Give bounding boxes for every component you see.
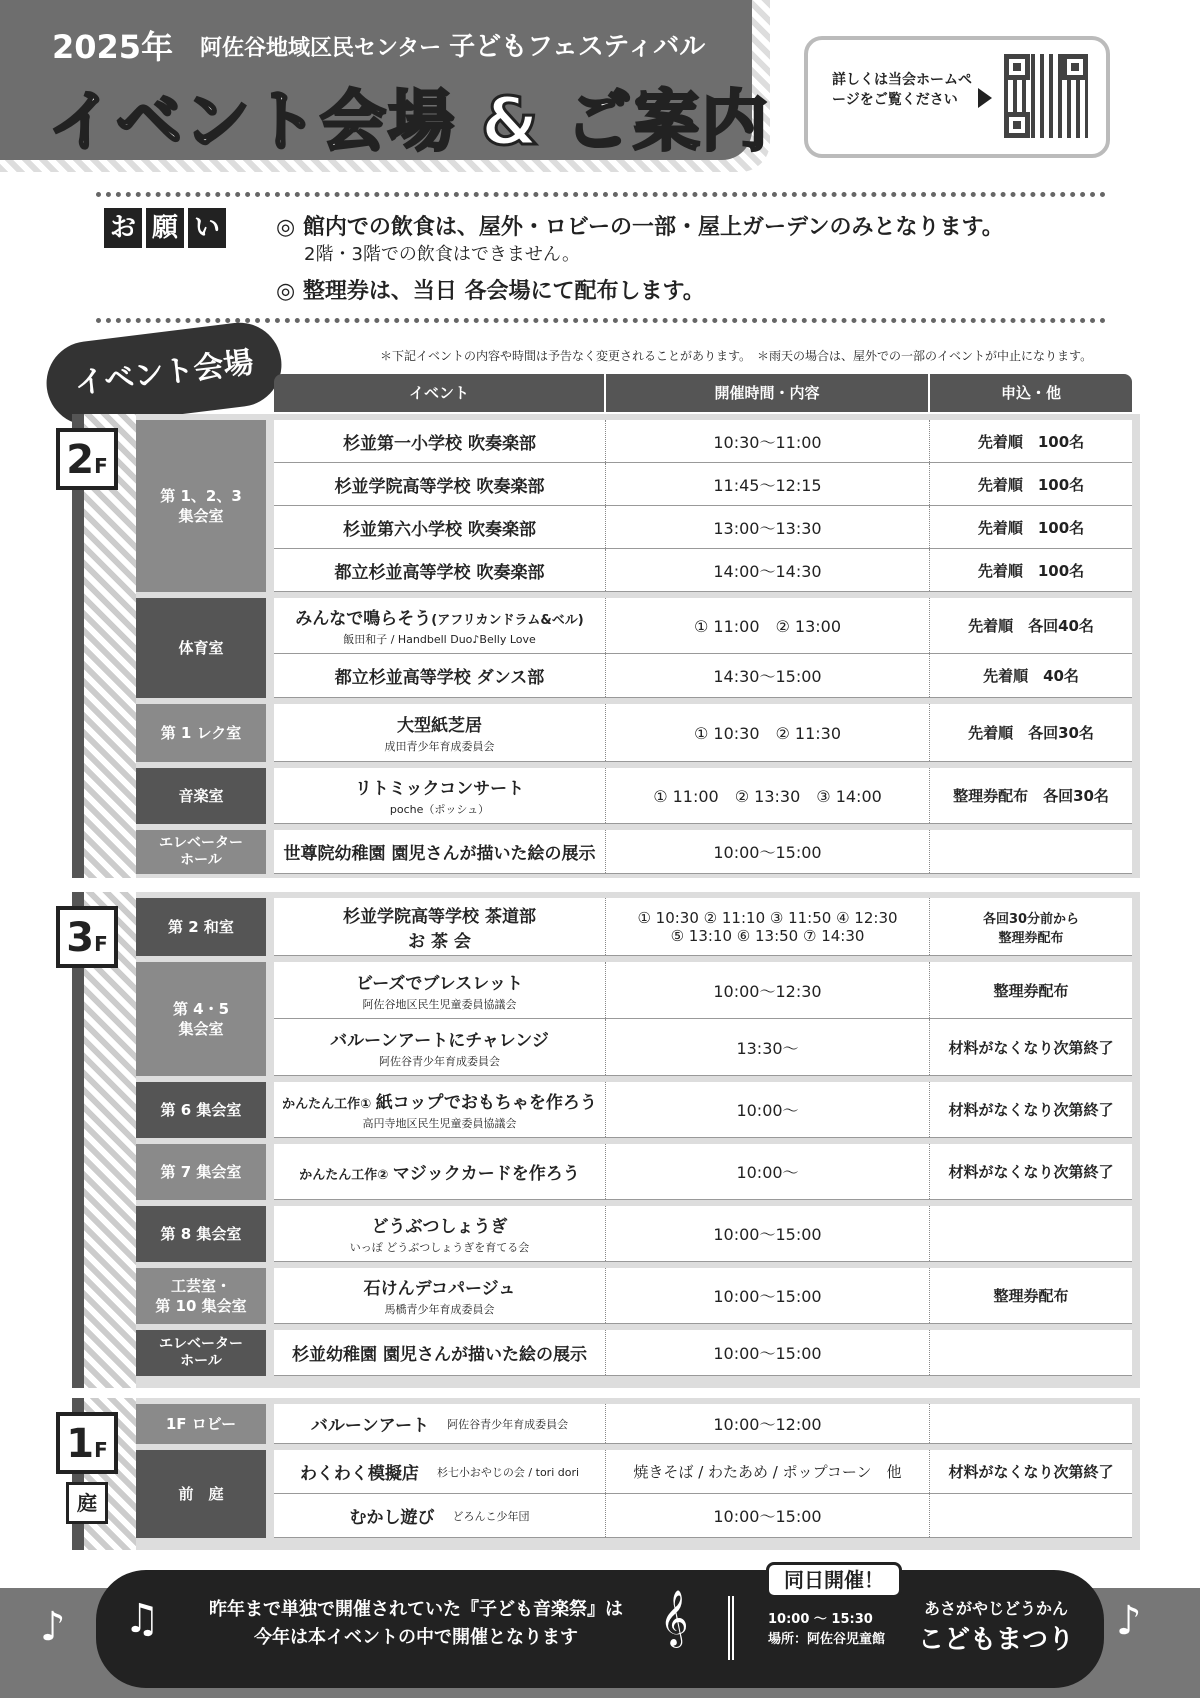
homepage-box xyxy=(804,36,1110,158)
table-row: 杉並学院高等学校 茶道部 お 茶 会 ① 10:30 ② 11:10 ③ 11:50 ④ 12:30 ⑤ 13:10 ⑥ 13:50 ⑦ 14:30 各回30分前から 整理券配布 xyxy=(274,898,1132,956)
room-meeting-4-5: 第 4・5 集会室 xyxy=(136,962,266,1076)
room-meeting-8: 第 8 集会室 xyxy=(136,1206,266,1262)
other-event-info: 10:00 ～ 15:30 場所：阿佐谷児童館 xyxy=(768,1612,886,1647)
divider xyxy=(96,318,1106,323)
request-char: 願 xyxy=(146,208,184,248)
footer-separator xyxy=(728,1596,734,1660)
room-rec-1: 第 1 レク室 xyxy=(136,704,266,762)
room-gym: 体育室 xyxy=(136,598,266,698)
table-row: かんたん工作② マジックカードを作ろう 10:00～ 材料がなくなり次第終了 xyxy=(274,1144,1132,1200)
garden-badge: 庭 xyxy=(66,1482,108,1524)
table-row: 杉並第六小学校 吹奏楽部 13:00～13:30 先着順 100名 xyxy=(274,506,1132,549)
room-meeting-1-3: 第 1、2、3 集会室 xyxy=(136,420,266,592)
music-note-icon: ♪ xyxy=(40,1604,66,1650)
festival-name: 子どもフェスティバル xyxy=(449,32,706,62)
table-row: ビーズでブレスレット 阿佐谷地区民生児童委員協議会 10:00～12:30 整理券配布 xyxy=(274,962,1132,1019)
notice-eating: ◎ 館内での飲食は、屋外・ロビーの一部・屋上ガーデンのみとなります。 xyxy=(276,215,1004,240)
floor-1-section xyxy=(66,1398,1140,1550)
table-row: 世尊院幼稚園 園児さんが描いた絵の展示 10:00～15:00 xyxy=(274,830,1132,874)
table-row: 都立杉並高等学校 ダンス部 14:30～15:00 先着順 40名 xyxy=(274,654,1132,698)
table-row: 杉並第一小学校 吹奏楽部 10:30～11:00 先着順 100名 xyxy=(274,420,1132,463)
floor-3-section xyxy=(66,892,1140,1388)
room-front-garden: 前 庭 xyxy=(136,1450,266,1538)
divider xyxy=(96,192,1106,197)
room-elevator-hall: エレベーター ホール xyxy=(136,1330,266,1376)
treble-clef-icon: 𝄞 xyxy=(660,1590,689,1646)
col-event: イベント xyxy=(274,374,606,412)
table-header xyxy=(274,374,1132,412)
table-row: 石けんデコパージュ 馬橋青少年育成委員会 10:00～15:00 整理券配布 xyxy=(274,1268,1132,1324)
room-meeting-6: 第 6 集会室 xyxy=(136,1082,266,1138)
qr-code[interactable] xyxy=(1004,54,1088,138)
year-label: 2025年 xyxy=(52,28,174,66)
music-note-icon: ♪ xyxy=(1116,1598,1142,1644)
floor-3-badge: 3F xyxy=(56,906,118,968)
arrow-right-icon xyxy=(978,88,992,108)
request-char: お xyxy=(104,208,142,248)
floor-1-badge: 1F xyxy=(56,1412,118,1474)
table-row: かんたん工作① 紙コップでおもちゃを作ろう 高円寺地区民生児童委員協議会 10:00～ 材料がなくなり次第終了 xyxy=(274,1082,1132,1138)
room-craft-10: 工芸室・ 第 10 集会室 xyxy=(136,1268,266,1324)
same-day-badge: 同日開催！ xyxy=(766,1562,902,1598)
table-row: 大型紙芝居 成田青少年育成委員会 ① 10:30 ② 11:30 先着順 各回30名 xyxy=(274,704,1132,762)
table-row: 杉並幼稚園 園児さんが描いた絵の展示 10:00～15:00 xyxy=(274,1330,1132,1376)
music-fest-note: 昨年まで単独で開催されていた『子ども音楽祭』は 今年は本イベントの中で開催となります xyxy=(209,1599,623,1648)
room-music: 音楽室 xyxy=(136,768,266,824)
table-row: 都立杉並高等学校 吹奏楽部 14:00～14:30 先着順 100名 xyxy=(274,549,1132,592)
disclaimer: ＊下記イベントの内容や時間は予告なく変更されることがあります。 ＊雨天の場合は、屋外での一部のイベントが中止になります。 xyxy=(380,349,1093,363)
room-meeting-7: 第 7 集会室 xyxy=(136,1144,266,1200)
table-row: バルーンアート 阿佐谷青少年育成委員会 10:00～12:00 xyxy=(274,1404,1132,1444)
room-1f-lobby: 1F ロビー xyxy=(136,1404,266,1444)
other-event-title: あさがやじどうかん こどもまつり xyxy=(918,1599,1075,1655)
room-japanese-2: 第 2 和室 xyxy=(136,898,266,956)
col-time: 開催時間・内容 xyxy=(606,374,930,412)
room-elevator-hall: エレベーター ホール xyxy=(136,830,266,874)
notice-eating-sub: 2階・3階での飲食はできません。 xyxy=(304,244,580,265)
notice-ticket: ◎ 整理券は、当日 各会場にて配布します。 xyxy=(276,279,705,304)
events-label: イベント会場 xyxy=(42,318,286,430)
table-row: どうぶつしょうぎ いっぽ どうぶつしょうぎを育てる会 10:00～15:00 xyxy=(274,1206,1132,1262)
table-row: リトミックコンサート poche（ポッシュ） ① 11:00 ② 13:30 ③ 14:00 整理券配布 各回30名 xyxy=(274,768,1132,824)
floor-2-section xyxy=(66,414,1140,878)
table-row: わくわく模擬店 杉七小おやじの会 / tori dori 焼きそば / わたあめ / ポップコーン 他 材料がなくなり次第終了 xyxy=(274,1450,1132,1494)
page-title: イベント会場 & ご案内 xyxy=(48,83,770,160)
table-row: みんなで鳴らそう(アフリカンドラム&ベル) 飯田和子 / Handbell Duo♪Belly Love ① 11:00 ② 13:00 先着順 各回40名 xyxy=(274,598,1132,654)
request-label xyxy=(104,208,226,248)
organizer: 阿佐谷地域区民センター xyxy=(200,36,442,61)
table-row: 杉並学院高等学校 吹奏楽部 11:45～12:15 先着順 100名 xyxy=(274,463,1132,506)
col-apply: 申込・他 xyxy=(1000,384,1061,402)
request-char: い xyxy=(188,208,226,248)
qr-caption: 詳しくは当会ホームページをご覧ください xyxy=(832,72,972,108)
table-row: むかし遊び どろんこ少年団 10:00～15:00 xyxy=(274,1494,1132,1538)
floor-2-badge: 2F xyxy=(56,428,118,490)
organizer-line xyxy=(200,26,705,63)
music-note-icon: ♫ xyxy=(124,1596,160,1642)
table-row: バルーンアートにチャレンジ 阿佐谷青少年育成委員会 13:30～ 材料がなくなり次第終了 xyxy=(274,1019,1132,1076)
